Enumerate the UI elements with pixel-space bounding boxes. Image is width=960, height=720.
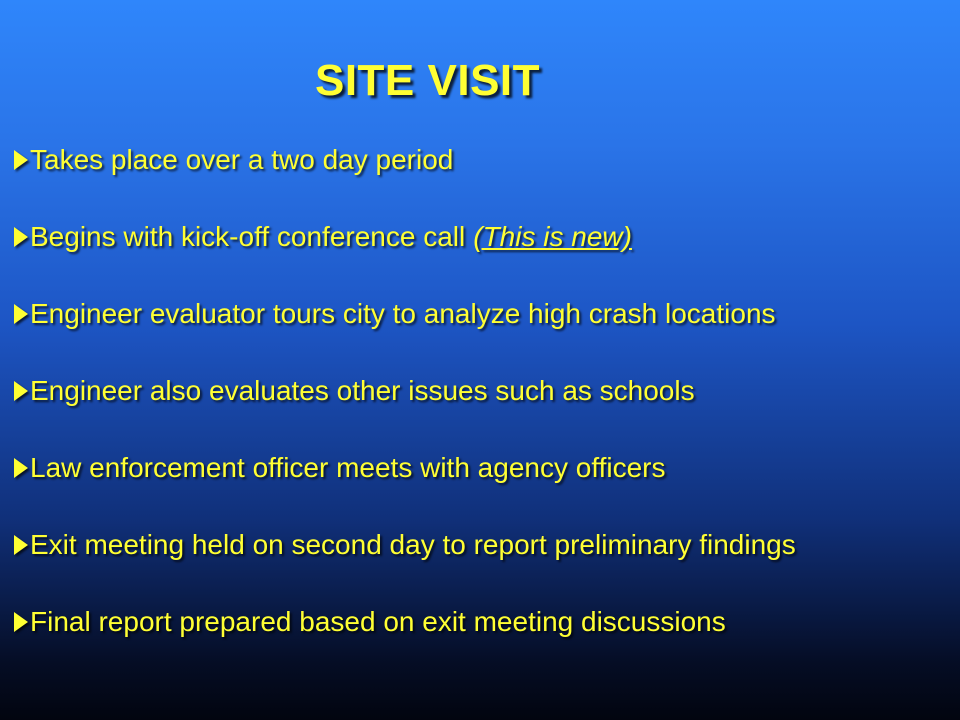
slide-title: SITE VISIT [314, 56, 541, 105]
bullet-text: Exit meeting held on second day to report preliminary findings [30, 529, 796, 560]
bullet-text: Law enforcement officer meets with agency officers [30, 452, 666, 483]
bullet-text: Begins with kick-off conference call [30, 221, 466, 252]
bullet-item [14, 294, 944, 371]
bullet-list [14, 140, 944, 679]
bullet-item [14, 217, 944, 294]
arrowhead-bullet-icon [14, 458, 28, 478]
bullet-item [14, 371, 944, 448]
arrowhead-bullet-icon [14, 381, 28, 401]
arrowhead-bullet-icon [14, 535, 28, 555]
arrowhead-bullet-icon [14, 304, 28, 324]
bullet-item [14, 602, 944, 679]
bullet-item [14, 448, 944, 525]
bullet-text: Engineer also evaluates other issues such as schools [30, 375, 695, 406]
bullet-note: (This is new) [473, 221, 632, 252]
bullet-text: Final report prepared based on exit meeting discussions [30, 606, 726, 637]
arrowhead-bullet-icon [14, 227, 28, 247]
bullet-item [14, 525, 944, 602]
bullet-text: Engineer evaluator tours city to analyze high crash locations [30, 298, 776, 329]
arrowhead-bullet-icon [14, 612, 28, 632]
arrowhead-bullet-icon [14, 150, 28, 170]
bullet-item [14, 140, 944, 217]
bullet-text: Takes place over a two day period [30, 144, 454, 175]
